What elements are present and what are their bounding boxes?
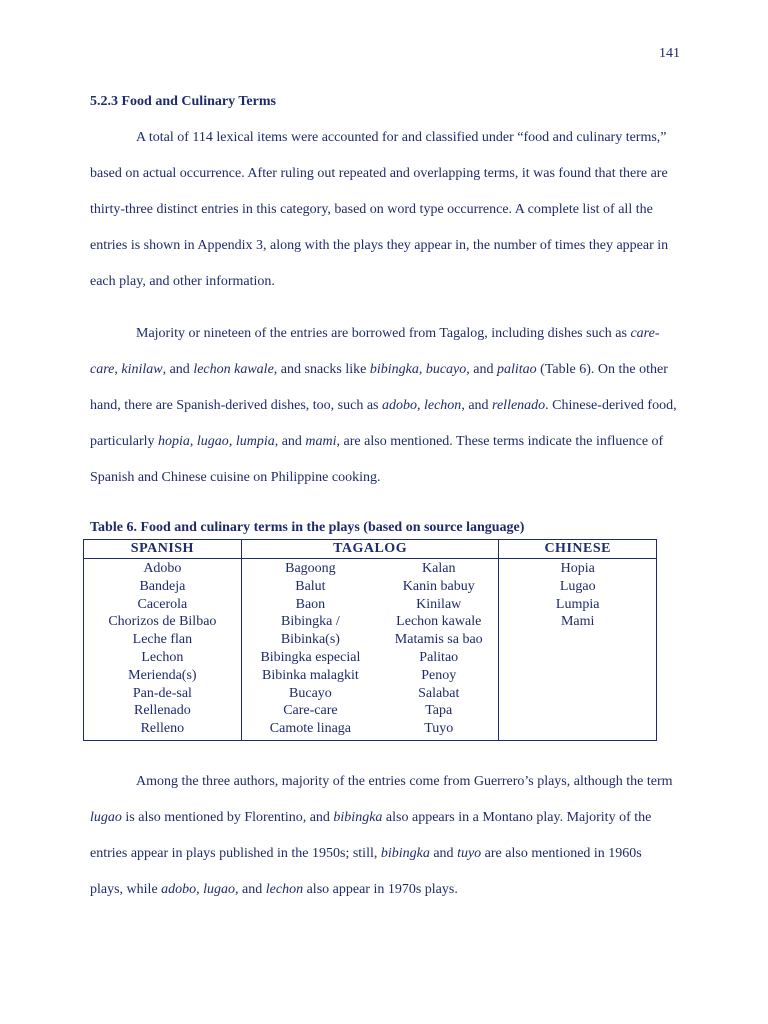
text-run: . Chinese-derived food, particularly bbox=[90, 398, 677, 449]
text-run: are also mentioned in 1960s plays, while bbox=[90, 846, 642, 897]
header-tagalog: TAGALOG bbox=[241, 540, 499, 559]
table-cell-term: Hopia bbox=[560, 561, 595, 576]
table-cell-term: Penoy bbox=[421, 667, 457, 683]
table-cell-term: Rellenado bbox=[133, 703, 191, 719]
tagalog-column-2 bbox=[379, 559, 499, 741]
header-spanish: SPANISH bbox=[84, 540, 242, 559]
term: kinilaw bbox=[121, 362, 163, 377]
term: tuyo bbox=[457, 846, 482, 861]
term: hopia bbox=[158, 434, 190, 449]
term: lechon bbox=[423, 398, 462, 413]
table-cell-term: Kinilaw bbox=[416, 596, 462, 612]
table-cell-term: Bibinka(s) bbox=[280, 632, 340, 648]
text-run: , and snacks like bbox=[273, 362, 370, 377]
term: bibingka bbox=[369, 362, 419, 377]
table-cell-term: Matamis sa bao bbox=[394, 632, 483, 648]
text-run: , bbox=[418, 362, 426, 377]
text-run: is also mentioned by Florentino, and bbox=[121, 810, 334, 825]
table-cell-term: Camote linaga bbox=[269, 721, 352, 737]
term: lugao bbox=[196, 434, 229, 449]
chinese-column bbox=[499, 559, 657, 741]
text-run: , and bbox=[274, 434, 306, 449]
text-run: , bbox=[416, 398, 424, 413]
table-cell-term: Care-care bbox=[283, 703, 338, 719]
section-heading: 5.2.3 Food and Culinary Terms bbox=[90, 94, 276, 109]
table-header-row bbox=[84, 540, 657, 559]
text-run: Among the three authors, majority of the entries come from Guerrero’s plays, although the term bbox=[136, 774, 673, 789]
term: care-care bbox=[90, 326, 660, 377]
table-cell-term: Bucayo bbox=[289, 685, 332, 701]
text-run: also appears in a Montano play. Majority of the entries appear in plays published in the 1950s; still, bbox=[90, 810, 652, 861]
header-chinese: CHINESE bbox=[499, 540, 657, 559]
table-cell-term: Balut bbox=[295, 578, 326, 594]
term: rellenado bbox=[492, 398, 546, 413]
text-run: Majority or nineteen of the entries are borrowed from Tagalog, including dishes such as bbox=[136, 326, 631, 341]
table-cell-term: Tuyo bbox=[424, 721, 454, 737]
table-cell-term: Relleno bbox=[140, 721, 185, 737]
term: lugao bbox=[203, 882, 236, 897]
table-cell-term: Kanin babuy bbox=[402, 578, 475, 594]
term: bibingka bbox=[380, 846, 430, 861]
table-caption: Table 6. Food and culinary terms in the plays (based on source language) bbox=[90, 520, 525, 535]
table-cell-term: Lechon kawale bbox=[396, 614, 482, 630]
term: lumpia bbox=[235, 434, 275, 449]
text-run: and bbox=[429, 846, 458, 861]
table-cell-term: Cacerola bbox=[137, 596, 188, 612]
text-run: (Table 6). On the other hand, there are Spanish-derived dishes, too, such as bbox=[90, 362, 668, 413]
table-cell-term: Adobo bbox=[143, 561, 182, 576]
table-body-row bbox=[84, 559, 657, 741]
table-cell-term: Baon bbox=[295, 596, 326, 612]
table-cell-term: Bagoong bbox=[285, 561, 336, 576]
term: palitao bbox=[496, 362, 537, 377]
table-cell-term: Merienda(s) bbox=[128, 667, 197, 683]
term: adobo bbox=[161, 882, 197, 897]
term: mami bbox=[305, 434, 337, 449]
term: bucayo bbox=[425, 362, 467, 377]
text-run: , bbox=[228, 434, 236, 449]
term: bibingka bbox=[333, 810, 383, 825]
text-run: , bbox=[114, 362, 122, 377]
paragraph-authors bbox=[90, 764, 678, 908]
table-cell-term: Tapa bbox=[425, 703, 453, 719]
term: adobo bbox=[381, 398, 417, 413]
text-run: , and bbox=[162, 362, 194, 377]
text-run: , and bbox=[466, 362, 497, 377]
text-run: , and bbox=[461, 398, 493, 413]
table-cell-term: Bandeja bbox=[139, 578, 186, 594]
table-cell-term: Bibingka especial bbox=[260, 649, 361, 665]
paragraph-intro bbox=[90, 120, 678, 300]
text-run: , and bbox=[235, 882, 266, 897]
text-run: , are also mentioned. These terms indicate the influence of Spanish and Chinese cuisine on Philippine cooking. bbox=[90, 434, 664, 485]
text-run: , bbox=[189, 434, 197, 449]
table-cell-term: Lumpia bbox=[555, 596, 600, 612]
tagalog-column-1 bbox=[241, 559, 379, 741]
page-number: 141 bbox=[659, 46, 680, 61]
text-run: also appear in 1970s plays. bbox=[303, 882, 458, 897]
table-cell-term: Leche flan bbox=[132, 632, 193, 648]
text-run: , bbox=[196, 882, 204, 897]
food-terms-table bbox=[83, 539, 657, 741]
spanish-column bbox=[84, 559, 242, 741]
table-cell-term: Bibingka / bbox=[281, 614, 340, 630]
table-cell-term: Palitao bbox=[419, 649, 459, 665]
paragraph-source-languages bbox=[90, 316, 678, 496]
paragraph-text: A total of 114 lexical items were accounted for and classified under “food and culinary terms,” based on actual occurrence. After ruling out repeated and overlapping terms, it was found that there are thirty-three distinct entries in this category, based on word type occurrence. A complete list of all the entries is shown in Appendix 3, along with the plays they appear in, the number of times they appear in each play, and other information. bbox=[90, 130, 669, 289]
table-cell-term: Bibinka malagkit bbox=[261, 667, 359, 683]
table-cell-term: Mami bbox=[560, 614, 595, 630]
table-cell-term: Lechon bbox=[141, 649, 184, 665]
term: lechon kawale bbox=[193, 362, 274, 377]
term: lechon bbox=[265, 882, 304, 897]
table-cell-term: Salabat bbox=[418, 685, 460, 701]
table-cell-term: Pan-de-sal bbox=[132, 685, 192, 701]
table-cell-term: Lugao bbox=[559, 578, 596, 594]
table-cell-term: Chorizos de Bilbao bbox=[108, 614, 217, 630]
table-cell-term: Kalan bbox=[422, 561, 456, 576]
term: lugao bbox=[90, 810, 122, 825]
